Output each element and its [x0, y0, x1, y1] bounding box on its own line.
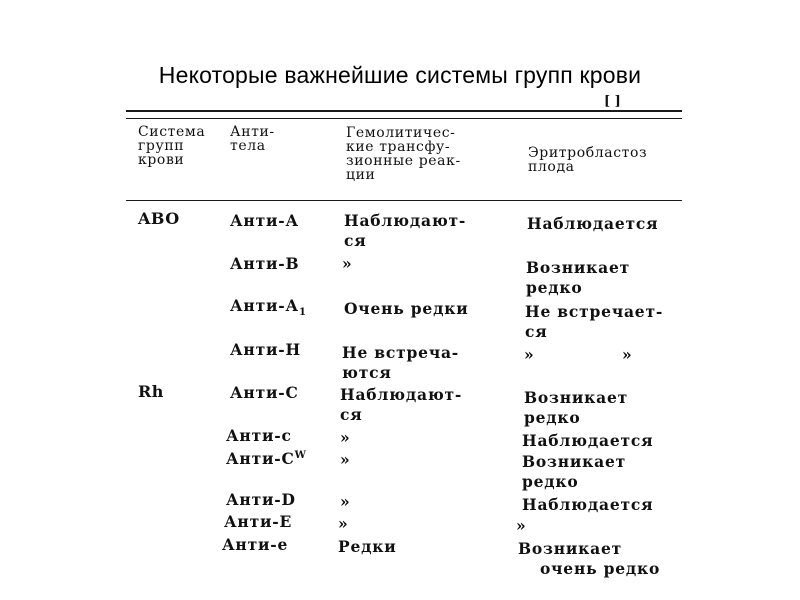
header-system — [138, 125, 205, 167]
row-5-erythro-line-1: Возникает — [524, 388, 629, 407]
table-row-2-antibody: Анти-В — [230, 254, 300, 273]
table-row-4-hemolytic — [342, 343, 459, 383]
header-system-line-1: Система — [138, 124, 206, 140]
table-row-8-hemolytic: » — [340, 492, 351, 511]
header-hemolytic-line-2: кие трансфу- — [346, 139, 451, 155]
table-row-1-hemolytic — [344, 211, 466, 251]
header-hemolytic — [346, 126, 461, 182]
system-rh: Rh — [138, 382, 164, 401]
table-row-1-antibody: Анти-А — [230, 211, 299, 230]
table-row-4-antibody: Анти-Н — [230, 340, 301, 359]
table-row-2-erythro — [526, 258, 630, 298]
row-3-erythro-line-2: ся — [525, 322, 548, 341]
table-row-4-erythro: » — [524, 345, 535, 364]
system-abo: ABO — [138, 209, 180, 228]
header-bottom-rule — [126, 200, 682, 201]
table-row-6-antibody: Анти-с — [226, 426, 292, 445]
table-row-6-hemolytic: » — [340, 428, 351, 447]
row-10-erythro-line-1: Возникает — [518, 539, 623, 558]
header-erythro-line-1: Эритробластоз — [528, 145, 648, 161]
table-row-10-hemolytic: Редки — [338, 537, 397, 556]
header-erythroblastosis — [528, 146, 647, 174]
row-10-erythro-line-2: очень редко — [540, 559, 661, 578]
row-7-antibody-superscript: W — [294, 450, 307, 461]
table-row-9-antibody: Анти-Е — [224, 512, 293, 531]
header-separator-rule — [126, 118, 682, 119]
table-row-6-erythro: Наблюдается — [522, 431, 654, 450]
header-hemolytic-line-1: Гемолитичес- — [346, 125, 456, 141]
table-row-1-erythro: Наблюдается — [527, 214, 659, 233]
header-antibodies — [230, 125, 275, 153]
row-2-erythro-line-1: Возникает — [526, 258, 631, 277]
table-row-5-hemolytic — [340, 385, 462, 425]
row-3-erythro-line-1: Не встречает- — [525, 302, 664, 321]
row-2-erythro-line-2: редко — [526, 278, 583, 297]
header-system-line-2: групп — [138, 138, 185, 154]
row-5-hemolytic-line-1: Наблюдают- — [340, 385, 463, 404]
row-3-antibody-subscript: 1 — [298, 307, 307, 319]
table-row-3-erythro — [525, 302, 663, 342]
table-row-5-antibody: Анти-С — [230, 383, 299, 402]
table-row-7-antibody — [226, 446, 307, 469]
table-row-8-erythro: Наблюдается — [522, 495, 654, 514]
table-row-2-hemolytic: » — [342, 254, 353, 273]
row-5-hemolytic-line-2: ся — [340, 405, 363, 424]
row-1-hemolytic-line-2: ся — [344, 231, 367, 250]
table-row-10-antibody: Анти-е — [222, 535, 289, 554]
header-antibodies-line-2: тела — [230, 138, 266, 154]
header-hemolytic-line-3: зионные реак- — [346, 153, 461, 169]
header-hemolytic-line-4: ции — [346, 167, 376, 183]
table-row-3-hemolytic: Очень редки — [344, 299, 469, 318]
table-row-9-hemolytic: » — [338, 514, 349, 533]
row-7-erythro-line-1: Возникает — [522, 452, 627, 471]
table-row-3-antibody — [230, 296, 307, 323]
slide-title: Некоторые важнейшие системы групп крови — [158, 62, 642, 88]
header-antibodies-line-1: Анти- — [230, 124, 275, 140]
table-row-10-erythro — [518, 539, 660, 579]
table-row-4-erythro-extra: » — [622, 345, 633, 364]
table-row-9-erythro: » — [516, 516, 527, 535]
corner-marks: [ ] — [604, 94, 621, 109]
header-system-line-3: крови — [138, 152, 185, 168]
table-row-5-erythro — [524, 388, 628, 428]
row-7-antibody-text: Анти-С — [226, 449, 295, 469]
table-top-rule — [126, 110, 682, 112]
table-row-7-erythro — [522, 452, 626, 492]
table-row-8-antibody: Анти-D — [226, 490, 296, 509]
row-7-erythro-line-2: редко — [522, 472, 579, 491]
row-3-antibody-text: Анти-А — [230, 296, 299, 315]
header-erythro-line-2: плода — [528, 159, 575, 175]
row-4-hemolytic-line-1: Не встреча- — [342, 343, 460, 362]
row-5-erythro-line-2: редко — [524, 408, 581, 427]
table-row-7-hemolytic: » — [340, 450, 351, 469]
row-4-hemolytic-line-2: ются — [342, 363, 392, 382]
row-1-hemolytic-line-1: Наблюдают- — [344, 211, 467, 230]
